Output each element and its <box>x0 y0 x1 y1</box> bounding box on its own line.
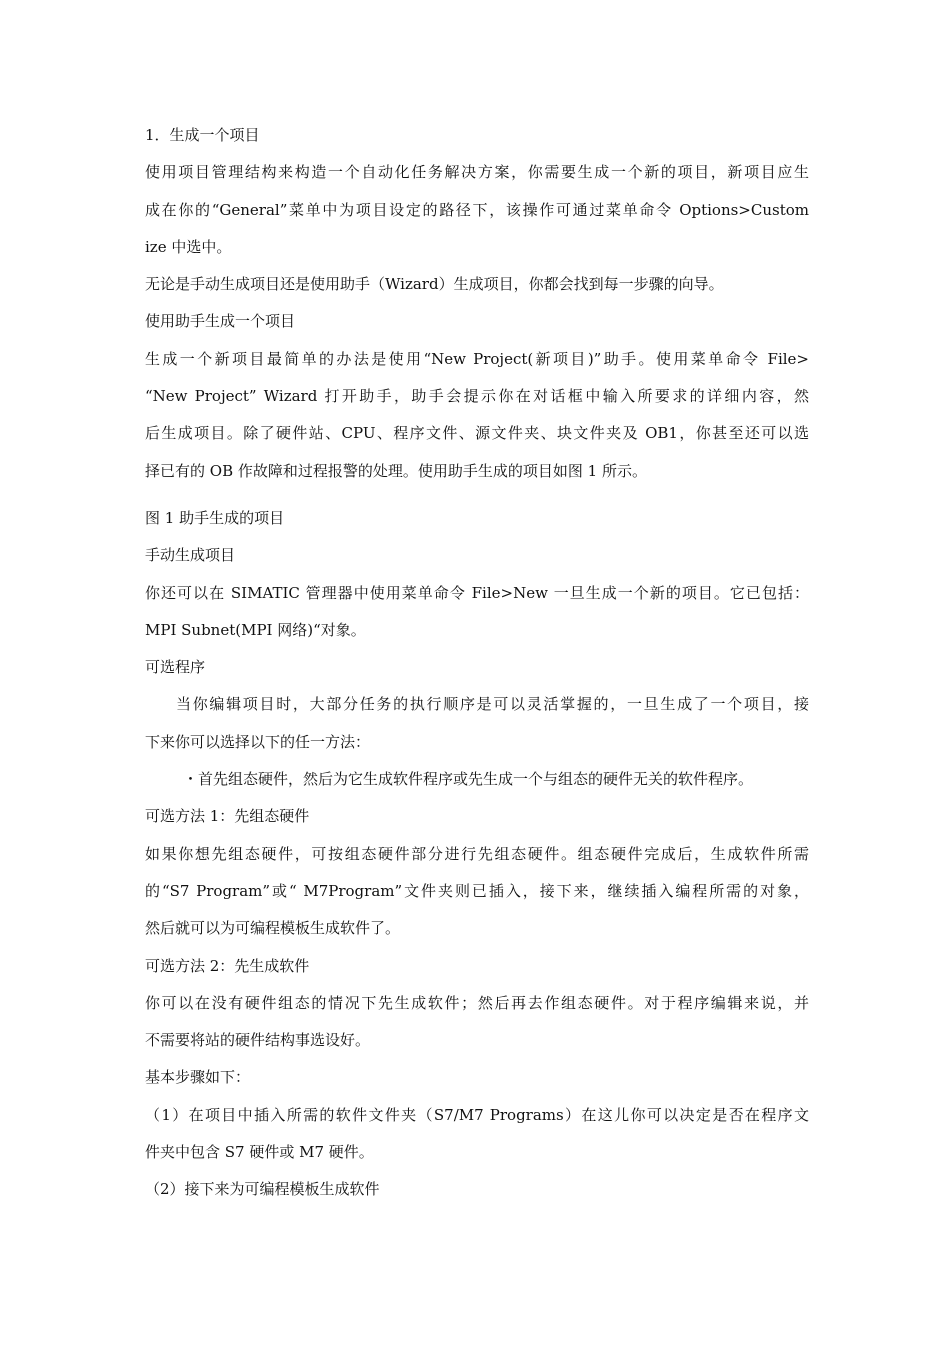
paragraph-line: 成在你的“General”菜单中为项目设定的路径下，该操作可通过菜单命令 Options>Custom <box>145 200 809 219</box>
subheading: 使用助手生成一个项目 <box>145 312 296 331</box>
subheading: 可选方法 2：先生成软件 <box>145 956 310 975</box>
section-heading: 1．生成一个项目 <box>145 126 260 144</box>
paragraph-line: 你可以在没有硬件组态的情况下先生成软件；然后再去作组态硬件。对于程序编辑来说，并 <box>145 993 809 1012</box>
subheading: 可选方法 1：先组态硬件 <box>145 807 310 826</box>
list-item: （2）接下来为可编程模板生成软件 <box>145 1180 380 1199</box>
list-item: 件夹中包含 S7 硬件或 M7 硬件。 <box>145 1143 374 1162</box>
paragraph-line: 然后就可以为可编程模板生成软件了。 <box>145 919 401 938</box>
paragraph-line: “New Project” Wizard 打开助手，助手会提示你在对话框中输入所要求的详细内容，然 <box>145 387 809 406</box>
paragraph-line: 不需要将站的硬件结构事选设好。 <box>145 1031 371 1050</box>
bullet-item: ・首先组态硬件，然后为它生成软件程序或先生成一个与组态的硬件无关的软件程序。 <box>183 770 754 789</box>
subheading: 手动生成项目 <box>145 546 236 565</box>
paragraph-line: 后生成项目。除了硬件站、CPU、程序文件、源文件夹、块文件夹及 OB1，你甚至还可以选 <box>145 424 809 443</box>
paragraph-line: 生成一个新项目最简单的办法是使用“New Project(新项目)”助手。使用菜单命令 File> <box>145 349 809 368</box>
list-item: （1）在项目中插入所需的软件文件夹（S7/M7 Programs）在这儿你可以决定是否在程序文 <box>145 1105 809 1124</box>
paragraph-line: 无论是手动生成项目还是使用助手（Wizard）生成项目，你都会找到每一步骤的向导。 <box>145 275 724 294</box>
paragraph-line: 下来你可以选择以下的任一方法： <box>145 732 371 751</box>
subheading: 可选程序 <box>145 658 206 677</box>
paragraph-line: 当你编辑项目时，大部分任务的执行顺序是可以灵活掌握的，一旦生成了一个项目，接 <box>176 695 809 714</box>
paragraph-line: ize 中选中。 <box>145 237 232 256</box>
paragraph-line: 你还可以在 SIMATIC 管理器中使用菜单命令 File>New 一旦生成一个新的项目。它已包括： <box>145 583 809 602</box>
figure-caption: 图 1 助手生成的项目 <box>145 508 285 527</box>
paragraph-line: MPI Subnet(MPI 网络)“对象。 <box>145 620 366 639</box>
paragraph-line: 基本步骤如下： <box>145 1068 251 1087</box>
document-page <box>145 117 809 1209</box>
paragraph-line: 使用项目管理结构来构造一个自动化任务解决方案，你需要生成一个新的项目，新项目应生 <box>145 163 809 182</box>
paragraph-line: 如果你想先组态硬件，可按组态硬件部分进行先组态硬件。组态硬件完成后，生成软件所需 <box>145 844 809 863</box>
paragraph-line: 择已有的 OB 作故障和过程报警的处理。使用助手生成的项目如图 1 所示。 <box>145 461 647 480</box>
figure-gap <box>145 490 809 500</box>
paragraph-line: 的“S7 Program”或“ M7Program”文件夹则已插入，接下来，继续插入编程所需的对象， <box>145 881 809 900</box>
